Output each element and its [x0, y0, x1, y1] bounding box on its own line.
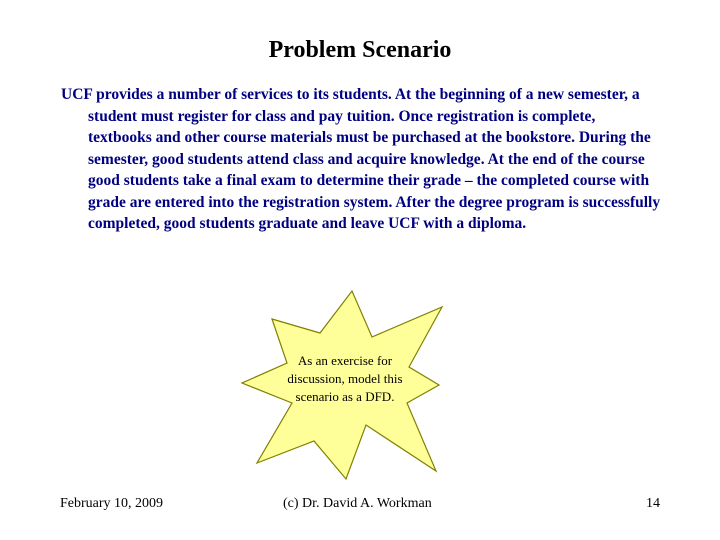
footer-date: February 10, 2009 — [60, 496, 164, 511]
explosion-callout — [232, 285, 458, 485]
callout-text: As an exercise for discussion, model this scenario as a DFD. — [287, 353, 403, 404]
slide-title: Problem Scenario — [268, 37, 452, 63]
scenario-paragraph: UCF provides a number of services to its students. At the beginning of a new semester, a student must register for class and pay tuition. Once registration is complete, textbooks and other course materials must be purchased at the bookstore. During the semester, good students attend class and acquire knowledge. At the end of the course good students take a final exam to determine their grade – the completed course with grade are entered into the registration system. After the degree program is successfully completed, good students graduate and leave UCF with a diploma. — [61, 86, 661, 232]
footer-credit: (c) Dr. David A. Workman — [283, 496, 432, 511]
page-number: 14 — [646, 496, 660, 511]
